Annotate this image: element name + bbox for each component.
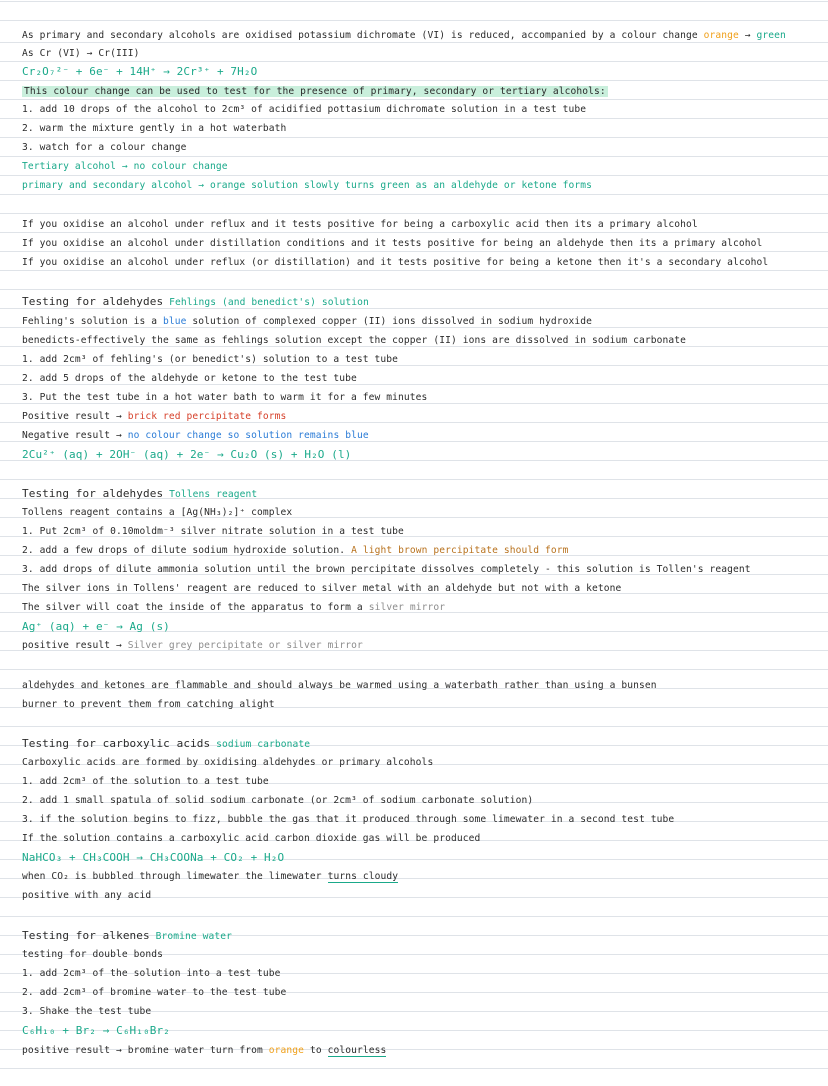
tollens-step-3: 3. add drops of dilute ammonia solution until the brown percipitate dissolves completely - this solution is Tollen's reagent (22, 564, 751, 575)
fehlings-line-2: benedicts-effectively the same as fehlings solution except the copper (II) ions are dissolved in sodium carbonate (22, 335, 686, 346)
reflux-line-3: If you oxidise an alcohol under reflux (or distillation) and it tests positive for being a ketone then it's a secondary alcohol (22, 257, 769, 268)
fehlings-step-1: 1. add 2cm³ of fehling's (or benedict's) solution to a test tube (22, 354, 399, 365)
tollens-positive (22, 640, 816, 652)
underlined-text: turns cloudy (327, 871, 399, 882)
tollens-line-5: The silver ions in Tollens' reagent are reduced to silver metal with an aldehyde but not with a ketone (22, 583, 622, 594)
orange-word: orange (268, 1045, 305, 1056)
heading-sub: Bromine water (149, 931, 232, 942)
fehlings-step-2: 2. add 5 drops of the aldehyde or ketone to the test tube (22, 373, 357, 384)
heading-title: Testing for aldehydes (22, 488, 164, 500)
highlighted-text: This colour change can be used to test for the presence of primary, secondary or tertiary alcohols: (24, 86, 606, 97)
text: positive result → bromine water turn from (22, 1045, 269, 1056)
carboxylic-line-8: positive with any acid (22, 890, 152, 901)
positive-result: brick red percipitate forms (127, 411, 287, 422)
text: 2. add a few drops of dilute sodium hydroxide solution. (22, 545, 352, 556)
tertiary-result: Tertiary alcohol → no colour change (22, 161, 228, 172)
alkenes-heading (22, 930, 816, 943)
tollens-step-2 (22, 545, 816, 557)
heading-sub: Tollens reagent (163, 489, 258, 500)
dichromate-equation: Cr₂O₇²⁻ + 6e⁻ + 14H⁺ → 2Cr³⁺ + 7H₂O (22, 66, 258, 78)
heading-title: Testing for alkenes (22, 930, 150, 942)
label: positive result → (22, 640, 128, 651)
alkenes-positive (22, 1045, 816, 1057)
reflux-line-2: If you oxidise an alcohol under distillation conditions and it tests positive for being an aldehyde then its a primary alcohol (22, 238, 763, 249)
heading-sub: Fehlings (and benedict's) solution (163, 297, 369, 308)
tollens-heading (22, 488, 816, 501)
text: when CO₂ is bubbled through limewater the limewater (22, 871, 328, 882)
brown-text: A light brown percipitate should form (351, 545, 569, 556)
alkenes-equation: C₆H₁₀ + Br₂ → C₆H₁₀Br₂ (22, 1025, 170, 1037)
oxidation-step-1: 1. add 10 drops of the alcohol to 2cm³ of acidified pottasium dichromate solution in a test tube (22, 104, 587, 115)
carboxylic-line-7 (22, 871, 816, 883)
fehlings-line-1 (22, 316, 816, 328)
fehlings-negative (22, 430, 816, 442)
oxidation-step-3: 3. watch for a colour change (22, 142, 187, 153)
negative-result: no colour change so solution remains blue (127, 430, 369, 441)
underlined-text: colourless (327, 1045, 387, 1056)
alkenes-line-1: testing for double bonds (22, 949, 164, 960)
blue-word: blue (163, 316, 187, 327)
text: As primary and secondary alcohols are oxidised potassium dichromate (VI) is reduced, accompanied by a colour change (22, 30, 704, 41)
heading-title: Testing for carboxylic acids (22, 738, 211, 750)
text: solution of complexed copper (II) ions dissolved in sodium hydroxide (186, 316, 592, 327)
text: Fehling's solution is a (22, 316, 164, 327)
grey-text: silver mirror (368, 602, 446, 613)
heading-sub: sodium carbonate (210, 739, 311, 750)
carboxylic-line-5: If the solution contains a carboxylic acid carbon dioxide gas will be produced (22, 833, 481, 844)
fehlings-step-3: 3. Put the test tube in a hot water bath to warm it for a few minutes (22, 392, 428, 403)
oxidation-line-1 (22, 30, 816, 42)
text: The silver will coat the inside of the apparatus to form a (22, 602, 369, 613)
tollens-step-1: 1. Put 2cm³ of 0.10moldm⁻³ silver nitrate solution in a test tube (22, 526, 404, 537)
arrow: → (738, 30, 757, 41)
tollens-line-6 (22, 602, 816, 614)
alkenes-step-3: 3. Shake the test tube (22, 1006, 152, 1017)
text: to (304, 1045, 328, 1056)
reflux-line-1: If you oxidise an alcohol under reflux and it tests positive for being a carboxylic acid then its a primary alcohol (22, 219, 698, 230)
carboxylic-step-2: 2. add 1 small spatula of solid sodium carbonate (or 2cm³ of sodium carbonate solution) (22, 795, 534, 806)
fehlings-positive (22, 411, 816, 423)
label: Positive result → (22, 411, 128, 422)
carboxylic-step-1: 1. add 2cm³ of the solution to a test tube (22, 776, 269, 787)
tollens-line-1: Tollens reagent contains a [Ag(NH₃)₂]⁺ complex (22, 507, 293, 518)
positive-result: Silver grey percipitate or silver mirror (127, 640, 363, 651)
carboxylic-heading (22, 738, 816, 751)
oxidation-step-2: 2. warm the mixture gently in a hot waterbath (22, 123, 287, 134)
safety-line-2: burner to prevent them from catching alight (22, 699, 275, 710)
label: Negative result → (22, 430, 128, 441)
highlight-line (22, 86, 816, 98)
fehlings-heading (22, 296, 816, 309)
carboxylic-equation: NaHCO₃ + CH₃COOH → CH₃COONa + CO₂ + H₂O (22, 852, 285, 864)
primary-secondary-result: primary and secondary alcohol → orange solution slowly turns green as an aldehyde or ketone forms (22, 180, 592, 191)
carboxylic-line-1: Carboxylic acids are formed by oxidising aldehydes or primary alcohols (22, 757, 434, 768)
alkenes-step-2: 2. add 2cm³ of bromine water to the test tube (22, 987, 287, 998)
fehlings-equation: 2Cu²⁺ (aq) + 2OH⁻ (aq) + 2e⁻ → Cu₂O (s) + H₂O (l) (22, 449, 352, 461)
green-word: green (756, 30, 786, 41)
oxidation-line-2: As Cr (VI) → Cr(III) (22, 48, 140, 59)
carboxylic-step-3: 3. if the solution begins to fizz, bubble the gas that it produced through some limewater in a second test tube (22, 814, 675, 825)
safety-line-1: aldehydes and ketones are flammable and should always be warmed using a waterbath rather than using a bunsen (22, 680, 657, 691)
alkenes-step-1: 1. add 2cm³ of the solution into a test tube (22, 968, 281, 979)
heading-title: Testing for aldehydes (22, 296, 164, 308)
tollens-equation: Ag⁺ (aq) + e⁻ → Ag (s) (22, 621, 170, 633)
orange-word: orange (703, 30, 739, 41)
